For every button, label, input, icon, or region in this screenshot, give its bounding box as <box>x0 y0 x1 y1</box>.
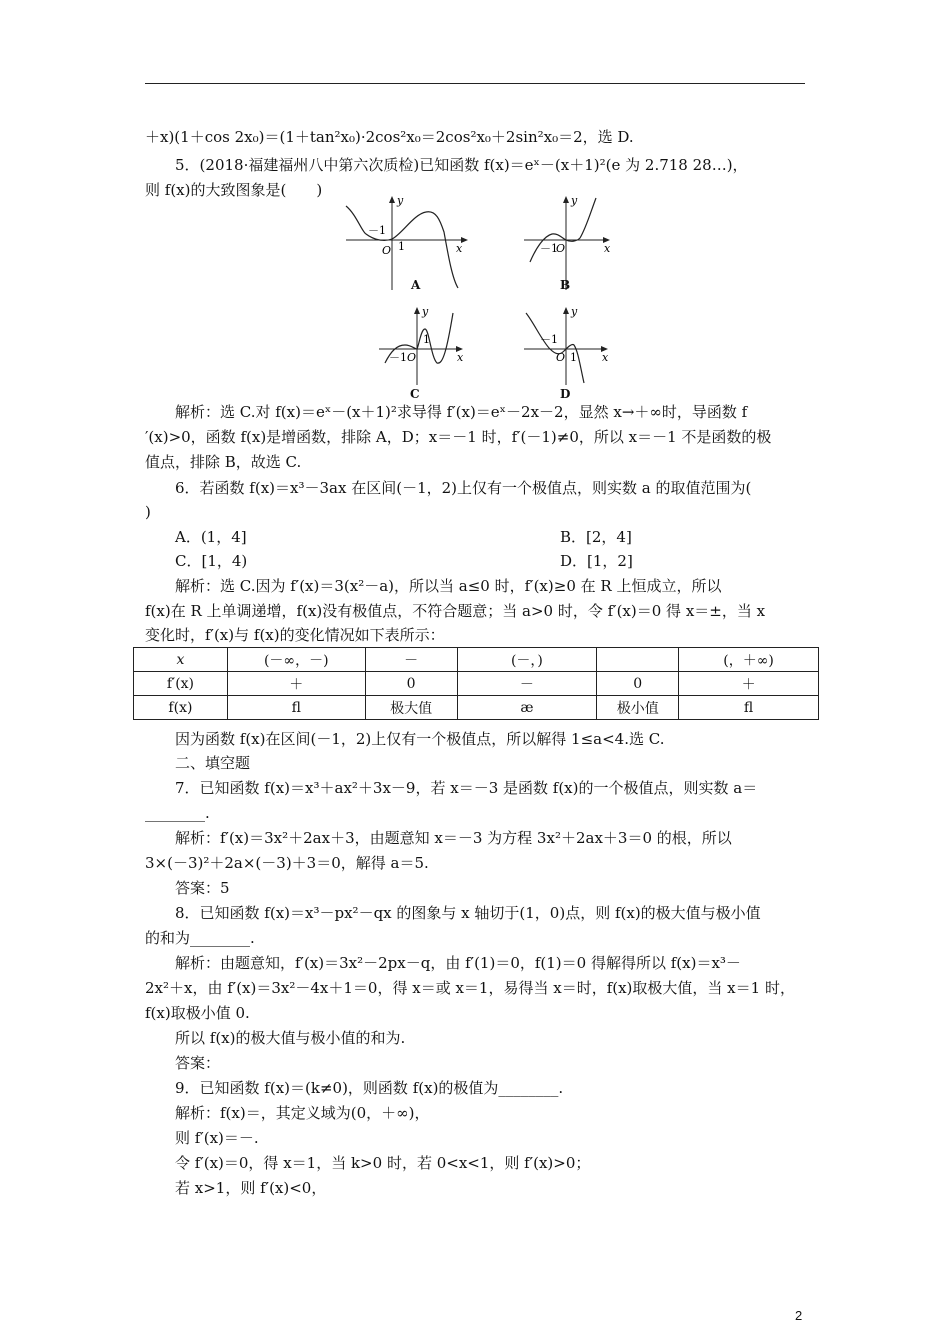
table-cell: ＋ <box>227 672 365 696</box>
question-6: 6．若函数 f(x)＝x³－3ax 在区间(－1，2)上仅有一个极值点，则实数 a 的取值范围为( <box>175 479 752 497</box>
text-line: 则 f′(x)＝－. <box>175 1129 259 1147</box>
header-rule <box>145 83 805 84</box>
text-line: 值点，排除 B，故选 C. <box>145 453 302 471</box>
text-line: 的和为________. <box>145 929 255 947</box>
table-cell: 0 <box>597 672 679 696</box>
axis-label-x: x <box>604 242 611 255</box>
origin-label: O <box>556 242 566 255</box>
graph-a-label: A <box>411 278 421 292</box>
tick-label: －1 <box>540 333 558 346</box>
table-cell <box>597 648 679 672</box>
table-cell: f′(x) <box>134 672 228 696</box>
tick-label: －1 <box>368 224 386 237</box>
text-line: ) <box>145 503 151 521</box>
table-cell: － <box>457 672 597 696</box>
solution-9: 解析：f(x)＝，其定义域为(0，＋∞)， <box>175 1104 430 1122</box>
question-7: 7．已知函数 f(x)＝x³＋ax²＋3x－9，若 x＝－3 是函数 f(x)的一个极值点，则实数 a＝ <box>175 779 758 797</box>
section-heading: 二、填空题 <box>175 754 251 772</box>
table-cell: (－∞，－) <box>227 648 365 672</box>
axis-label-x: x <box>456 242 463 255</box>
solution-7: 解析：f′(x)＝3x²＋2ax＋3，由题意知 x＝－3 为方程 3x²＋2ax＋3＝0 的根，所以 <box>175 829 732 847</box>
tick-label: －1 <box>540 242 558 255</box>
axis-label-y: y <box>397 194 404 207</box>
table-row <box>134 696 819 720</box>
text-line: 若 x>1，则 f′(x)<0， <box>175 1179 327 1197</box>
question-5: 5．(2018·福建福州八中第六次质检)已知函数 f(x)＝eˣ－(x＋1)²(e 为 2.718 28…)， <box>175 156 748 174</box>
table-cell: x <box>134 648 228 672</box>
graph-b-label: B <box>560 278 571 292</box>
table-cell: 极大值 <box>365 696 457 720</box>
text-line: f(x)在 R 上单调递增，f(x)没有极值点，不符合题意；当 a>0 时，令 f′(x)＝0 得 x＝±，当 x <box>145 602 766 620</box>
table-cell: 0 <box>365 672 457 696</box>
option-c: C．[1，4) <box>175 552 248 570</box>
axis-label-y: y <box>571 305 578 318</box>
table-cell: f(x) <box>134 696 228 720</box>
page-number: 2 <box>795 1308 803 1323</box>
table-cell: － <box>365 648 457 672</box>
axis-label-x: x <box>457 351 464 364</box>
question-9: 9．已知函数 f(x)＝(k≠0)，则函数 f(x)的极值为________. <box>175 1079 564 1097</box>
origin-label: O <box>407 351 417 364</box>
graph-a <box>340 192 480 294</box>
text-line: 3×(－3)²＋2a×(－3)＋3＝0，解得 a＝5. <box>145 854 429 872</box>
variation-table <box>133 647 819 720</box>
text-line: 则 f(x)的大致图象是( ) <box>145 181 323 199</box>
axis-label-x: x <box>602 351 609 364</box>
text-line: 因为函数 f(x)在区间(－1，2)上仅有一个极值点，所以解得 1≤a<4.选 C. <box>175 730 665 748</box>
text-line: 变化时，f′(x)与 f(x)的变化情况如下表所示： <box>145 626 445 644</box>
option-d: D．[1，2] <box>560 552 633 570</box>
answer-7: 答案：5 <box>175 879 230 897</box>
text-line: ′(x)>0，函数 f(x)是增函数，排除 A，D；x＝－1 时，f′(－1)≠0，所以 x＝－1 不是函数的极 <box>145 428 772 446</box>
graph-d-label: D <box>560 387 571 401</box>
table-row <box>134 648 819 672</box>
table-cell: (－，) <box>457 648 597 672</box>
tick-label: 1 <box>570 351 577 364</box>
text-line: 所以 f(x)的极大值与极小值的和为. <box>175 1029 406 1047</box>
text-line: ＋x)(1＋cos 2x₀)＝(1＋tan²x₀)·2cos²x₀＝2cos²x₀＋2sin²x₀＝2，选 D. <box>145 128 634 146</box>
option-a: A．(1，4] <box>175 528 247 546</box>
table-cell: (，＋∞) <box>679 648 819 672</box>
graph-c <box>375 305 475 387</box>
option-b: B．[2，4] <box>560 528 632 546</box>
table-cell: æ <box>457 696 597 720</box>
axis-label-y: y <box>422 305 429 318</box>
table-cell: ﬂ <box>227 696 365 720</box>
solution-5: 解析：选 C.对 f(x)＝eˣ－(x＋1)²求导得 f′(x)＝eˣ－2x－2，显然 x→＋∞时，导函数 f <box>175 403 748 421</box>
solution-8: 解析：由题意知，f′(x)＝3x²－2px－q，由 f′(1)＝0，f(1)＝0 得解得所以 f(x)＝x³－ <box>175 954 741 972</box>
answer-8: 答案： <box>175 1054 221 1072</box>
tick-label: 1 <box>423 333 430 346</box>
solution-6: 解析：选 C.因为 f′(x)＝3(x²－a)，所以当 a≤0 时，f′(x)≥0 在 R 上恒成立，所以 <box>175 577 722 595</box>
origin-label: O <box>382 244 392 257</box>
tick-label: －1 <box>389 351 407 364</box>
axis-label-y: y <box>571 194 578 207</box>
tick-label: 1 <box>398 240 405 253</box>
table-cell: ﬂ <box>679 696 819 720</box>
text-line: f(x)取极小值 0. <box>145 1004 250 1022</box>
graph-c-label: C <box>410 387 420 401</box>
text-line: 令 f′(x)＝0，得 x＝1，当 k>0 时，若 0<x<1，则 f′(x)>0； <box>175 1154 591 1172</box>
table-cell: 极小值 <box>597 696 679 720</box>
text-line: 2x²＋x，由 f′(x)＝3x²－4x＋1＝0，得 x＝或 x＝1，易得当 x＝时，f(x)取极大值，当 x＝1 时， <box>145 979 795 997</box>
table-cell: ＋ <box>679 672 819 696</box>
table-row <box>134 672 819 696</box>
graph-d <box>520 305 620 387</box>
origin-label: O <box>556 351 566 364</box>
question-8: 8．已知函数 f(x)＝x³－px²－qx 的图象与 x 轴切于(1，0)点，则 f(x)的极大值与极小值 <box>175 904 761 922</box>
text-line: ________. <box>145 804 210 822</box>
